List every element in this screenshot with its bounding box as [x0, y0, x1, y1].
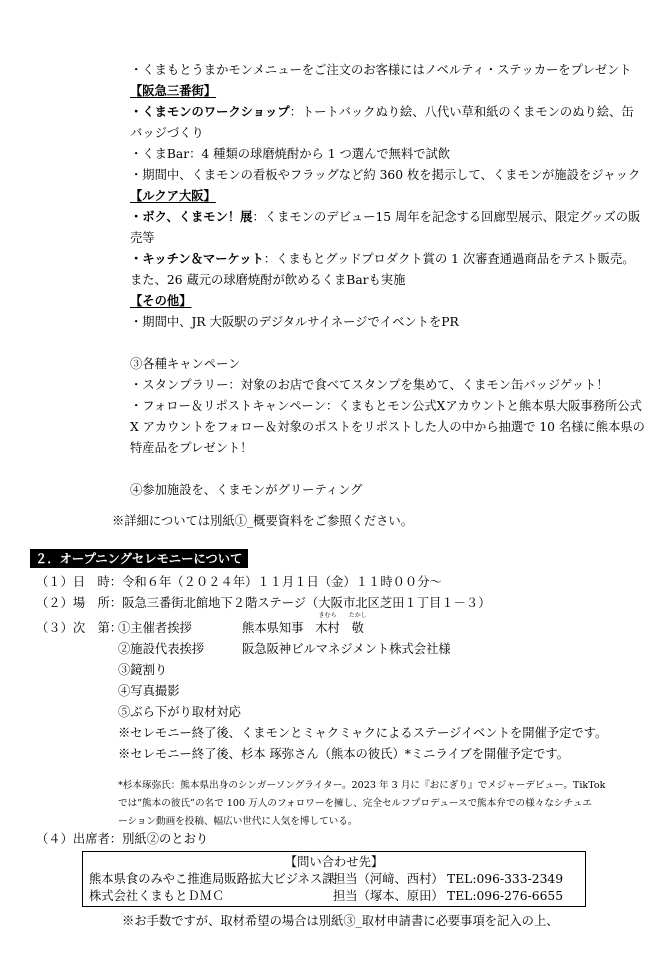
place-row	[36, 595, 491, 611]
attendees-value: 別紙②のとおり	[122, 832, 209, 846]
date-label: （１）日 時：	[36, 575, 123, 589]
stamp-rally-line: ・スタンプラリー：対象のお店で食べてスタンプを集めて、くまモン缶バッジゲット！	[130, 378, 609, 392]
mini-live-note: ※セレモニー終了後、杉本 琢弥さん（熊本の彼氏）*ミニライブを開催予定です。	[118, 747, 570, 761]
host-surname	[315, 612, 340, 636]
date-row	[36, 574, 442, 590]
host-speaker	[242, 612, 367, 636]
workshop-line	[130, 104, 634, 120]
novelty-line: ・くまもとうまかモンメニューをご注文のお客様にはノベルティ・ステッカーをプレゼント	[130, 63, 632, 77]
stage-event-note: ※セレモニー終了後、くまモンとミャクミャクによるステージイベントを開催予定です。	[118, 726, 608, 740]
order-item-2: ②施設代表挨拶	[118, 642, 205, 656]
contact-person-2: 担当（塚本、原田）	[333, 889, 444, 903]
exhibit-title: ・ボク、くまモン！展	[130, 209, 253, 224]
jr-signage-line: ・期間中、JR 大阪駅のデジタルサイネージでイベントをPR	[130, 315, 459, 329]
kitchen-continuation: また、26 蔵元の球磨焼酎が飲めるくまBarも実施	[130, 273, 406, 287]
footnote-line-3: ーション動画を投稿、幅広い世代に人気を博している。	[118, 816, 358, 827]
contact-title: 【問い合わせ先】	[284, 855, 384, 869]
footnote-line-1: *杉本琢弥氏：熊本県出身のシンガーソングライター。2023 年 3 月に『おにぎり』でメジャーデビュー。TikTok	[118, 780, 606, 791]
kumabar-line: ・くまBar：4 種類の球磨焼酎から 1 つ選んで無料で試飲	[130, 147, 451, 161]
hankyu-sanbangai-heading: 【阪急三番街】	[130, 83, 217, 98]
kitchen-title: ・キッチン＆マーケット	[130, 251, 264, 266]
follow-campaign-line-2: X アカウントをフォロー＆対象のポストをリポストした人の中から抽選で 10 名様に熊本県の	[130, 420, 645, 434]
other-heading: 【その他】	[130, 293, 192, 308]
exhibit-line	[130, 209, 640, 225]
order-item-3: ③鏡割り	[118, 663, 168, 677]
workshop-continuation: バッジづくり	[130, 126, 204, 140]
section-title-ceremony: ２．オープニングセレモニーについて	[30, 549, 248, 568]
order-label: （３）次 第：	[36, 621, 123, 635]
campaign-heading: ③各種キャンペーン	[130, 357, 241, 371]
place-value: 阪急三番街北館地下２階ステージ（大阪市北区芝田１丁目１－３）	[122, 596, 491, 610]
facility-representative: 阪急阪神ビルマネジメント株式会社様	[242, 642, 451, 656]
kitchen-line	[130, 251, 635, 267]
exhibit-continuation: 売等	[130, 231, 155, 245]
contact-person-1: 担当（河﨑、西村）	[333, 872, 444, 886]
details-note: ※詳細については別紙①_概要資料をご参照ください。	[112, 514, 414, 528]
follow-campaign-line-3: 特産品をプレゼント！	[130, 441, 253, 455]
contact-tel-2: TEL:096-276-6655	[447, 889, 564, 903]
host-given-ruby: たかし	[348, 612, 367, 619]
host-title: 熊本県知事	[242, 621, 304, 635]
contact-org-2: 株式会社くまもとＤＭＣ	[89, 889, 225, 903]
attendees-label: （４）出席者：	[36, 832, 123, 846]
kitchen-description: ：くまもとグッドプロダクト賞の 1 次審査通過商品をテスト販売。	[263, 252, 635, 266]
host-given-text: 敬	[351, 621, 364, 635]
follow-campaign-line-1: ・フォロー＆リポストキャンペーン：くまもとモン公式Xアカウントと熊本県大阪事務所公式	[130, 399, 642, 413]
host-surname-text: 木村	[315, 621, 340, 635]
order-item-5: ⑤ぶら下がり取材対応	[118, 705, 241, 719]
exhibit-description: ：くまモンのデビュー15 周年を記念する回廊型展示、限定グッズの販	[252, 210, 641, 224]
contact-tel-1: TEL:096-333-2349	[447, 872, 564, 886]
footer-note: ※お手数ですが、取材希望の場合は別紙③_取材申請書に必要事項を記入の上、	[122, 914, 559, 928]
signage-jack-line: ・期間中、くまモンの看板やフラッグなど約 360 枚を掲示して、くまモンが施設をジャック	[130, 168, 641, 182]
order-item-1: ①主催者挨拶	[118, 621, 192, 635]
lucua-heading: 【ルクア大阪】	[130, 188, 216, 203]
attendees-row	[36, 831, 208, 847]
host-given-name	[348, 612, 367, 636]
contact-box	[82, 851, 586, 907]
footnote-line-2: では”熊本の彼氏”の名で 100 万人のフォロワーを擁し、完全セルフプロデュースで熊本弁での様々なシチュエ	[118, 798, 592, 809]
host-surname-ruby: きむら	[318, 612, 337, 619]
date-value: 令和６年（２０２４年）１１月１日（金）１１時００分～	[122, 575, 442, 589]
order-item-4: ④写真撮影	[118, 684, 180, 698]
workshop-description: ：トートバックぬり絵、八代い草和紙のくまモンのぬり絵、缶	[289, 105, 634, 119]
greeting-line: ④参加施設を、くまモンがグリーティング	[130, 483, 363, 497]
contact-org-1: 熊本県食のみやこ推進局販路拡大ビジネス課	[89, 872, 335, 886]
workshop-title: ・くまモンのワークショップ	[130, 104, 290, 119]
place-label: （２）場 所：	[36, 596, 123, 610]
